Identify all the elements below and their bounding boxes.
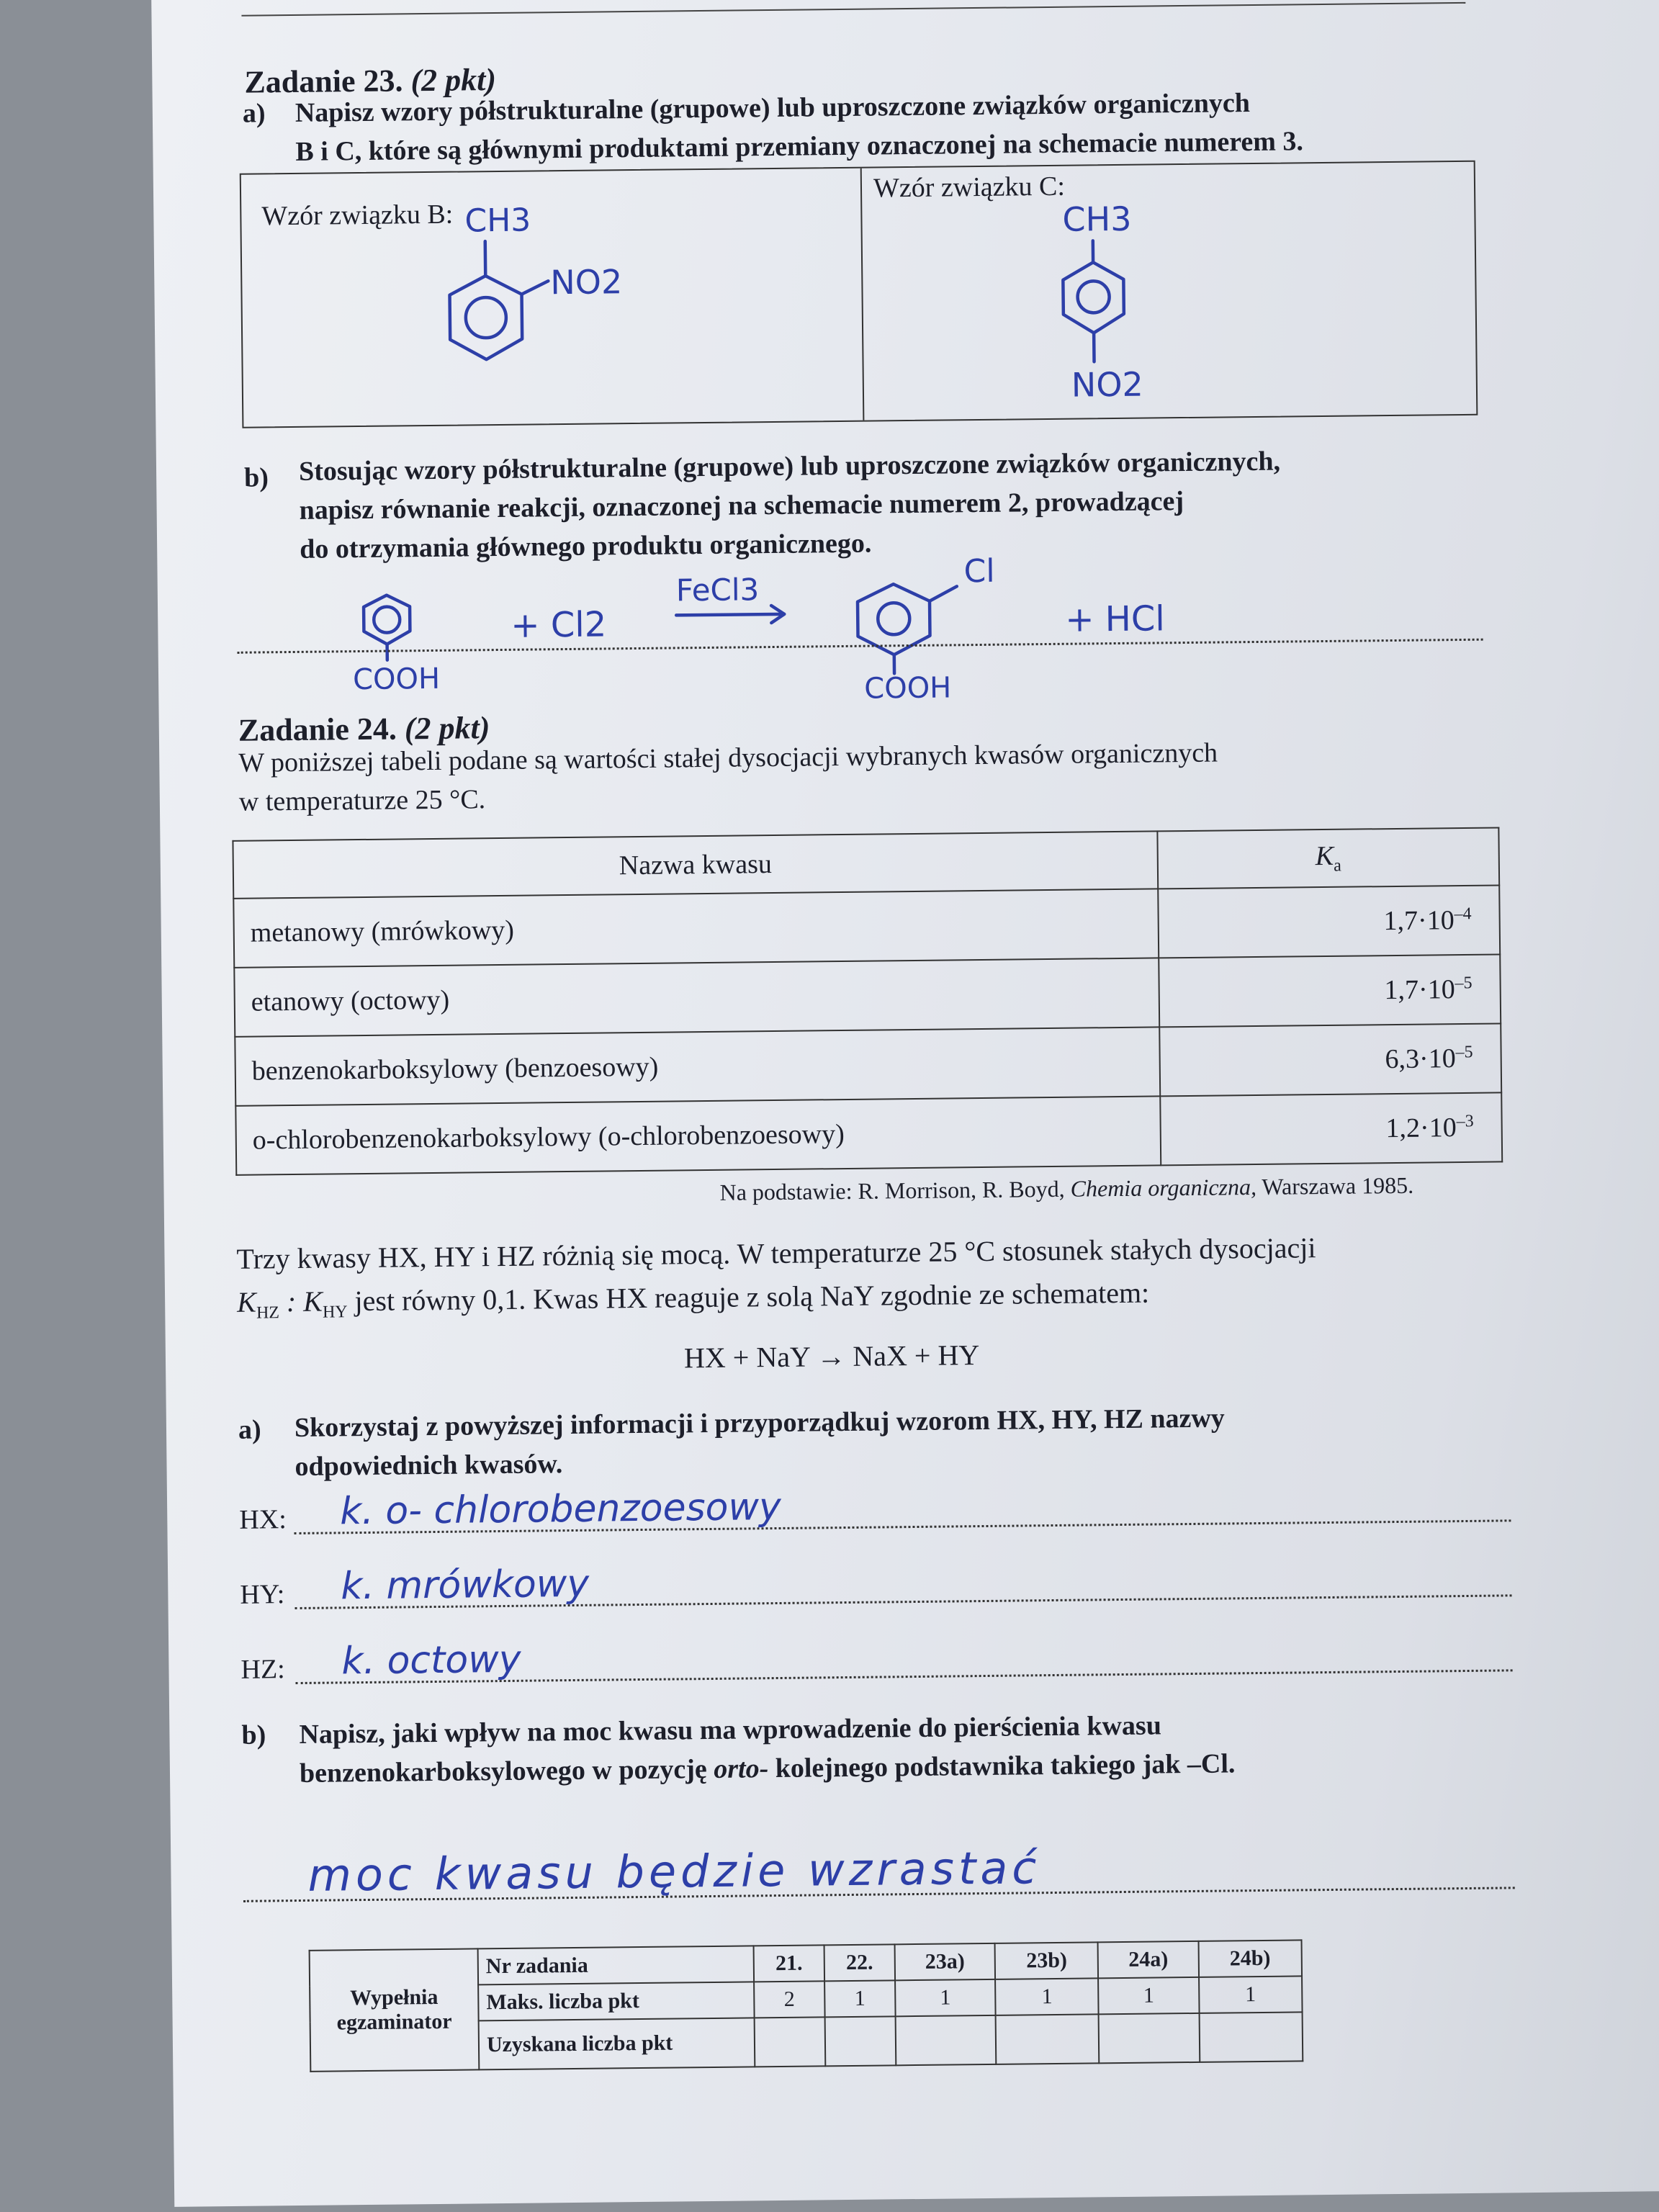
box-c-label: Wzór związku C: [873,171,1066,204]
hw-c-ch3: CH3 [1062,199,1132,239]
ka-exponent: –5 [1455,1043,1473,1062]
acid-name: o-chlorobenzenokarboksylowy (o-chlorobenzoesowy) [235,1096,1161,1174]
row-label-max-points: Maks. liczba pkt [478,1982,755,2020]
hw-b-no2: NO2 [550,262,623,302]
handwritten-compound-c [1048,171,1267,418]
ka-subscript: a [1334,856,1342,876]
hw-c-no2: NO2 [1071,364,1144,405]
max-points-cell: 1 [1199,1976,1303,2013]
hw-catalyst: FeCl3 [675,572,760,608]
source-title: Chemia organiczna, [1070,1174,1257,1202]
k-symbol: K [236,1285,257,1318]
examiner-side-label [310,1948,480,2071]
task24-a-line2: odpowiednich kwasów. [295,1449,563,1483]
task24-b-marker: b) [241,1719,266,1750]
hz-label: HZ: [240,1654,285,1685]
para-line1: Trzy kwasy HX, HY i HZ różnią się mocą. W temperaturze 25 °C stosunek stałych dysocjacji [236,1231,1316,1275]
table-row [235,1023,1501,1105]
hw-product-cl: Cl [963,552,995,590]
ka-value [1159,954,1501,1027]
b-line2-orto: orto- [714,1753,769,1784]
row-label-obtained-points: Uzyskana liczba pkt [479,2018,755,2069]
k-symbol-2: : K [279,1285,323,1318]
source-authors: Na podstawie: R. Morrison, R. Boyd, [719,1175,1071,1205]
max-points-cell: 2 [754,1981,824,2018]
acid-name: etanowy (octowy) [234,958,1159,1036]
table-row [235,1092,1502,1174]
side-label-line1: Wypełnia [349,1984,439,2010]
obtained-points-cell[interactable] [1199,2012,1303,2062]
para-line2-rest: jest równy 0,1. Kwas HX reaguje z solą NaY zgodnie ze schematem: [347,1276,1150,1318]
hw-plus-cl2: + Cl2 [511,604,607,646]
acid-name: metanowy (mrówkowy) [233,889,1159,967]
exam-page [151,0,1659,2207]
task24-b-line1: Napisz, jaki wpływ na moc kwasu ma wprowadzenie do pierścienia kwasu [299,1710,1162,1750]
ka-mantissa: 1,7·10 [1384,974,1455,1006]
task23-a-marker: a) [242,98,266,129]
side-label-line2: egzaminator [336,2009,452,2035]
task23-answer-box [240,161,1478,428]
task24-a-marker: a) [238,1414,261,1445]
hw-plus-hcl: + HCl [1064,598,1166,640]
hx-label: HX: [239,1504,287,1535]
obtained-points-cell[interactable] [825,2016,896,2066]
hw-product-cooh: COOH [864,671,952,706]
ka-exponent: –5 [1455,974,1473,993]
obtained-points-cell[interactable] [755,2017,826,2067]
ka-value [1159,1023,1501,1096]
handwritten-reaction-equation [287,549,1411,719]
reaction-scheme: HX + NaY → NaX + HY [683,1339,980,1375]
task23-b-line1: Stosując wzory półstrukturalne (grupowe) lub uproszczone związków organicznych, [298,446,1281,487]
hw-b-ch3: CH3 [464,202,531,240]
obtained-points-cell[interactable] [895,2015,996,2065]
ka-mantissa: 6,3·10 [1385,1043,1456,1075]
ka-exponent: –3 [1456,1112,1474,1131]
table-row [234,954,1501,1036]
task24-intro-line2: w temperaturze 25 °C. [238,784,486,817]
page-header [738,0,893,1]
task23-b-marker: b) [243,462,269,493]
task23-number: Zadanie 23. [244,63,403,100]
source-citation [719,1172,1413,1206]
task24-paragraph [236,1224,1504,1334]
task24-number: Zadanie 24. [238,711,397,748]
acid-name: benzenokarboksylowy (benzoesowy) [235,1027,1160,1105]
header-rule [241,2,1465,17]
k-sub-hz: HZ [256,1303,280,1323]
task23-b-line3: do otrzymania głównego produktu organicznego. [299,528,872,565]
hw-reactant-cooh: COOH [352,662,441,697]
hz-answer: k. octowy [341,1637,521,1683]
task24-a-text [295,1395,1505,1486]
task24-intro-line1: W poniższej tabeli podane są wartości stałej dysocjacji wybranych kwasów organicznych [238,737,1218,778]
task24-b-answer: moc kwasu będzie wzrastać [307,1841,1041,1902]
task24-b-text [299,1702,1516,1793]
ka-exponent: –4 [1454,904,1472,924]
max-points-cell: 1 [824,1980,895,2017]
b-line2-b: kolejnego podstawnika takiego jak –Cl. [768,1748,1236,1784]
b-line2-a: benzenokarboksylowego w pozycję [299,1753,714,1789]
ka-value [1160,1092,1502,1165]
hx-answer: k. o- chlorobenzoesowy [339,1485,782,1534]
obtained-points-cell[interactable] [1099,2013,1200,2063]
obtained-points-cell[interactable] [996,2014,1100,2064]
task-number-cell: 23a) [894,1943,995,1980]
max-points-cell: 1 [895,1979,996,2016]
task23-a-line2: B i C, które są głównymi produktami przemiany oznaczonej na schemacie numerem 3. [295,126,1304,167]
table-row [233,885,1500,967]
ka-mantissa: 1,7·10 [1383,905,1455,937]
ka-mantissa: 1,2·10 [1385,1112,1457,1144]
task-number-cell: 24a) [1098,1941,1199,1978]
source-year: Warszawa 1985. [1256,1172,1414,1200]
ka-symbol: K [1315,841,1334,872]
row-label-task-number: Nr zadania [478,1946,755,1984]
examiner-table [309,1939,1304,2072]
max-points-cell: 1 [995,1978,1099,2015]
k-sub-hy: HY [322,1303,348,1322]
task-number-cell: 24b) [1198,1940,1302,1977]
header-ka [1157,827,1499,889]
task-number-cell: 23b) [995,1942,1099,1979]
acid-constants-table [232,827,1503,1175]
task23-a-line1: Napisz wzory półstrukturalne (grupowe) lub uproszczone związków organicznych [295,88,1251,128]
task-number-cell: 22. [824,1944,895,1981]
hy-label: HY: [240,1579,285,1610]
ka-value [1158,885,1500,958]
max-points-cell: 1 [1098,1977,1199,2014]
box-divider [860,168,865,421]
task23-b-line2: napisz równanie reakcji, oznaczonej na schemacie numerem 2, prowadzącej [299,486,1184,526]
task24-points: (2 pkt) [404,710,490,747]
box-b-label: Wzór związku B: [261,199,454,232]
hy-answer: k. mrówkowy [340,1562,590,1609]
handwritten-compound-b [414,184,690,410]
task24-a-line1: Skorzystaj z powyższej informacji i przyporządkuj wzorom HX, HY, HZ nazwy [294,1403,1226,1444]
header-acid-name: Nazwa kwasu [233,831,1158,898]
task23-a-text [295,81,1462,171]
task-number-cell: 21. [754,1945,824,1982]
task24-intro [238,731,1492,822]
task23-points: (2 pkt) [410,61,497,99]
